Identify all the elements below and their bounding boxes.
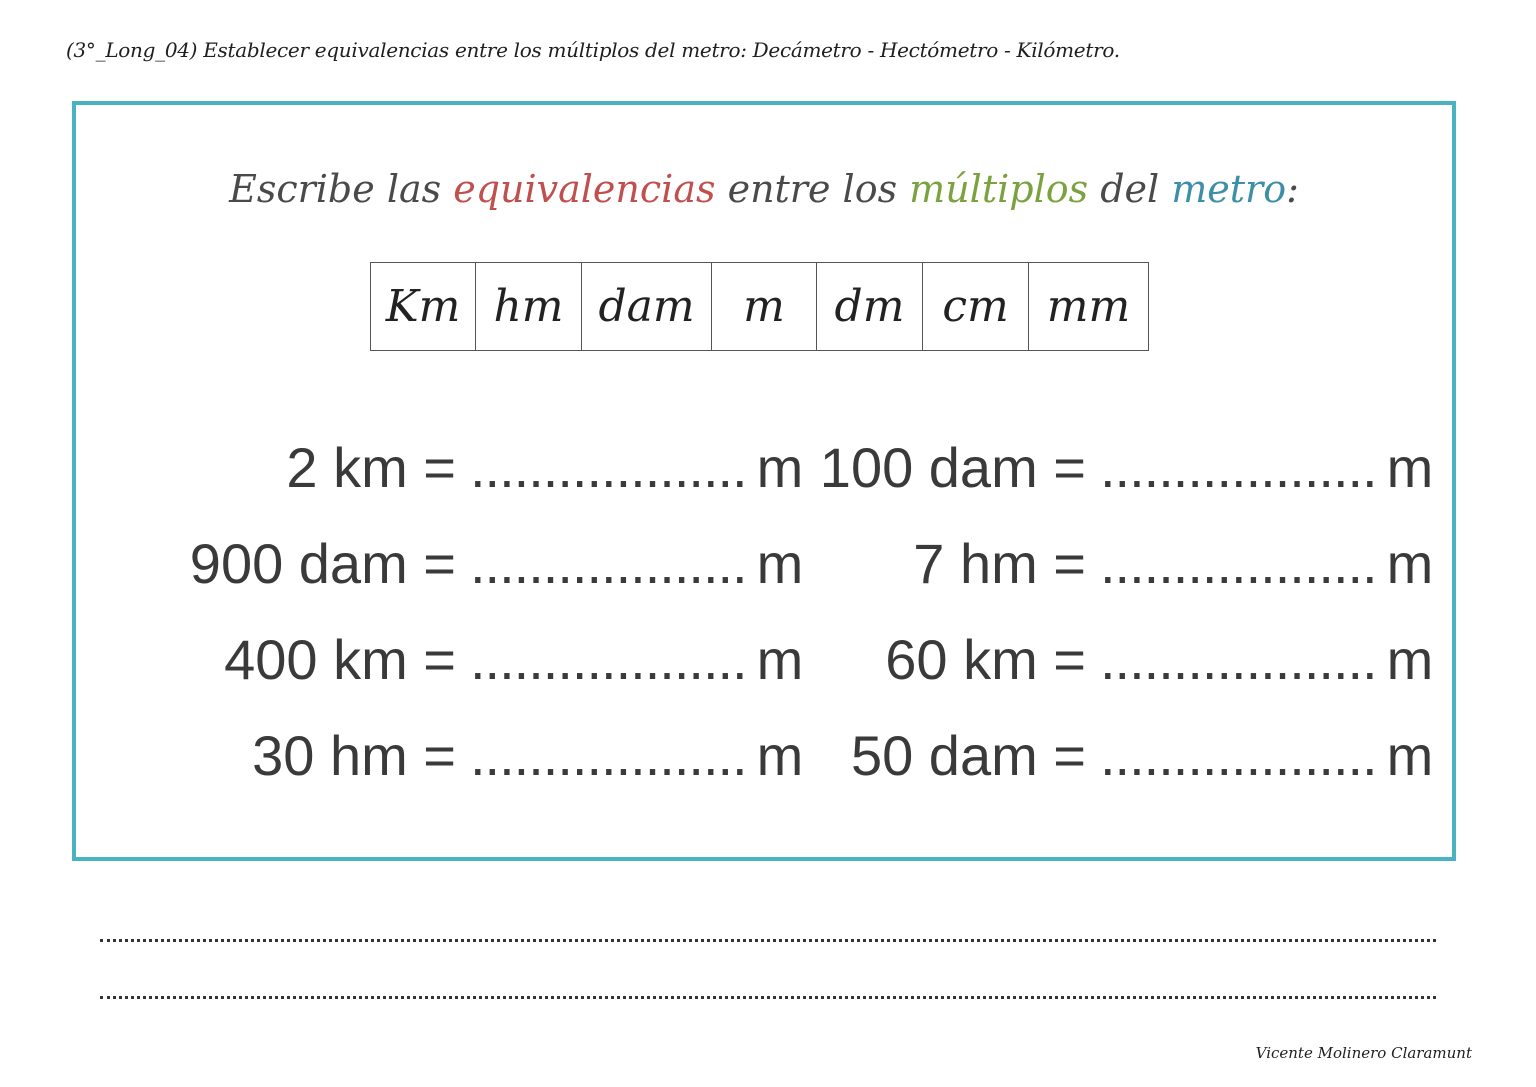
instruction-text-3: del [1088,167,1172,211]
exercise-expression: 900 dam = [189,532,456,595]
unit-cell-cm: cm [923,263,1029,351]
word-multiplos: múltiplos [909,167,1089,211]
exercise-row [796,627,1433,692]
unit-cell-dam: dam [582,263,712,351]
units-row [371,263,1149,351]
answer-blank[interactable]: ................... [470,436,747,499]
instruction-heading [76,167,1452,211]
unit-cell-km: Km [371,263,476,351]
instruction-text-2: entre los [715,167,910,211]
writing-line[interactable] [100,939,1436,942]
exercise-row [136,723,803,788]
page-title: (3°_Long_04) Establecer equivalencias entre los múltiplos del metro: Decámetro - Hectómetro - Kilómetro. [66,38,1120,62]
unit-cell-dm: dm [817,263,923,351]
exercise-row [136,627,803,692]
answer-blank[interactable]: ................... [1100,436,1377,499]
word-equivalencias: equivalencias [453,167,716,211]
answer-blank[interactable]: ................... [1100,724,1377,787]
unit-cell-m: m [712,263,817,351]
exercise-expression: 30 hm = [252,724,456,787]
exercise-expression: 7 hm = [913,532,1086,595]
answer-blank[interactable]: ................... [1100,628,1377,691]
exercise-expression: 50 dam = [850,724,1086,787]
exercise-unit: m [1386,724,1434,787]
answer-blank[interactable]: ................... [470,628,747,691]
exercise-expression: 400 km = [224,628,456,691]
exercise-unit: m [1386,436,1434,499]
exercise-unit: m [756,628,804,691]
exercise-row [796,531,1433,596]
exercise-row [796,723,1433,788]
instruction-text-4: : [1286,167,1299,211]
exercise-expression: 60 km = [885,628,1086,691]
exercise-unit: m [756,532,804,595]
unit-cell-hm: hm [476,263,582,351]
units-table [370,262,1149,351]
answer-blank[interactable]: ................... [470,532,747,595]
exercise-unit: m [756,724,804,787]
exercise-row [136,435,803,500]
exercise-frame [72,101,1456,861]
exercise-unit: m [1386,628,1434,691]
exercise-expression: 100 dam = [819,436,1086,499]
unit-cell-mm: mm [1029,263,1149,351]
exercise-unit: m [756,436,804,499]
exercise-expression: 2 km = [286,436,456,499]
answer-blank[interactable]: ................... [1100,532,1377,595]
exercise-row [796,435,1433,500]
writing-line[interactable] [100,996,1436,999]
exercise-row [136,531,803,596]
author-signature: Vicente Molinero Claramunt [1255,1044,1472,1062]
exercise-unit: m [1386,532,1434,595]
instruction-text-1: Escribe las [229,167,454,211]
word-metro: metro [1171,167,1287,211]
answer-blank[interactable]: ................... [470,724,747,787]
